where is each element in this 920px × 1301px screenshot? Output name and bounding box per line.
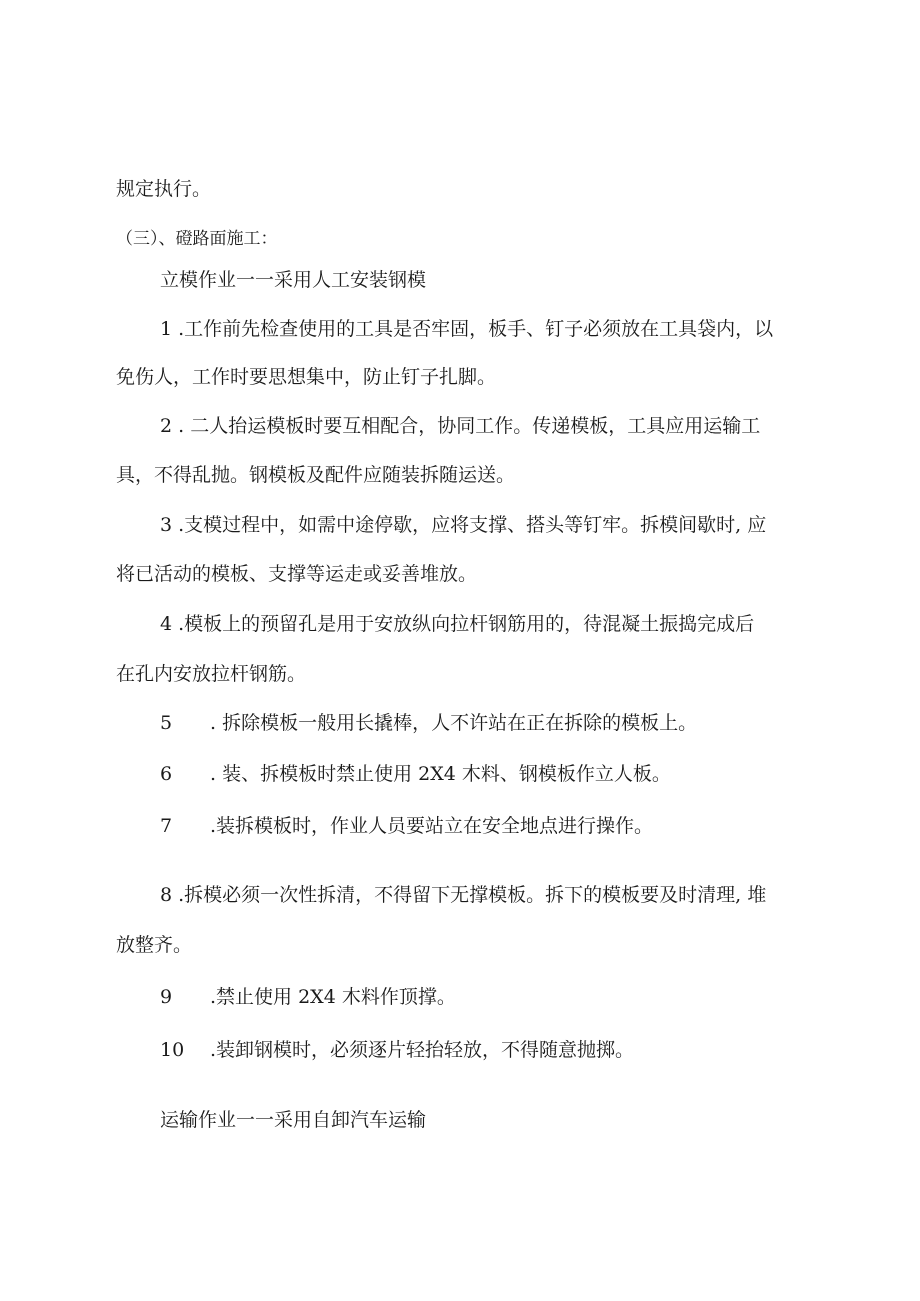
line-text: . 拆除模板一般用长撬棒，人不许站在正在拆除的模板上。 xyxy=(210,712,698,734)
line-text: .模板上的预留孔是用于安放纵向拉杆钢筋用的，待混凝土振捣完成后 xyxy=(172,613,755,635)
list-item-7 xyxy=(160,817,653,836)
item-number: 1 xyxy=(160,318,173,340)
line-text: 运输作业一一采用自卸汽车运输 xyxy=(160,1109,427,1131)
list-item-6 xyxy=(160,765,671,784)
list-item-4 xyxy=(160,615,754,634)
paragraph-line xyxy=(116,466,515,485)
line-text: .禁止使用 2X4 木料作顶撑。 xyxy=(210,986,456,1008)
item-number: 7 xyxy=(160,815,173,837)
item-number: 4 xyxy=(160,613,173,635)
item-number: 9 xyxy=(160,986,173,1008)
list-item-9 xyxy=(160,988,456,1007)
list-item-8 xyxy=(160,886,766,905)
line-text: .装卸钢模时，必须逐片轻抬轻放，不得随意抛掷。 xyxy=(210,1039,635,1061)
line-text: .工作前先检查使用的工具是否牢固，板手、钉子必须放在工具袋内，以 xyxy=(172,318,774,340)
item-number: 5 xyxy=(160,712,173,734)
list-item-1 xyxy=(160,320,773,339)
line-text: 免伤人，工作时要思想集中，防止钉子扎脚。 xyxy=(116,366,497,388)
line-text: 立模作业一一采用人工安装钢模 xyxy=(160,269,427,291)
list-item-10 xyxy=(160,1041,634,1060)
line-text: .支模过程中，如需中途停歇，应将支撑、搭头等钉牢。拆模间歇时, 应 xyxy=(172,514,767,536)
line-text: . 二人抬运模板时要互相配合，协同工作。传递模板，工具应用运输工 xyxy=(172,415,761,437)
line-text: . 装、拆模板时禁止使用 2X4 木料、钢模板作立人板。 xyxy=(210,763,671,785)
paragraph-line xyxy=(116,565,477,584)
item-number: 8 xyxy=(160,884,173,906)
paragraph-line xyxy=(116,665,306,684)
list-item-5 xyxy=(160,714,697,733)
line-text: 将已活动的模板、支撑等运走或妥善堆放。 xyxy=(116,563,478,585)
section-heading xyxy=(116,231,278,248)
list-item-3 xyxy=(160,516,766,535)
item-number: 2 xyxy=(160,415,173,437)
item-number: 10 xyxy=(160,1039,185,1061)
subsection-heading xyxy=(160,271,426,290)
paragraph-line xyxy=(116,936,192,955)
line-text: 具，不得乱抛。钢模板及配件应随装拆随运送。 xyxy=(116,464,516,486)
line-text: 放整齐。 xyxy=(116,934,193,956)
item-number: 3 xyxy=(160,514,173,536)
list-item-2 xyxy=(160,417,760,436)
line-text: 规定执行。 xyxy=(116,178,212,200)
line-text: .装拆模板时，作业人员要站立在安全地点进行操作。 xyxy=(210,815,654,837)
item-number: 6 xyxy=(160,763,173,785)
paragraph-line xyxy=(116,368,496,387)
line-text: .拆模必须一次性拆清，不得留下无撑模板。拆下的模板要及时清理, 堆 xyxy=(172,884,767,906)
subsection-heading xyxy=(160,1111,426,1130)
paragraph-line xyxy=(116,180,211,199)
line-text: （三）、磴路面施工： xyxy=(116,229,278,249)
line-text: 在孔内安放拉杆钢筋。 xyxy=(116,663,307,685)
